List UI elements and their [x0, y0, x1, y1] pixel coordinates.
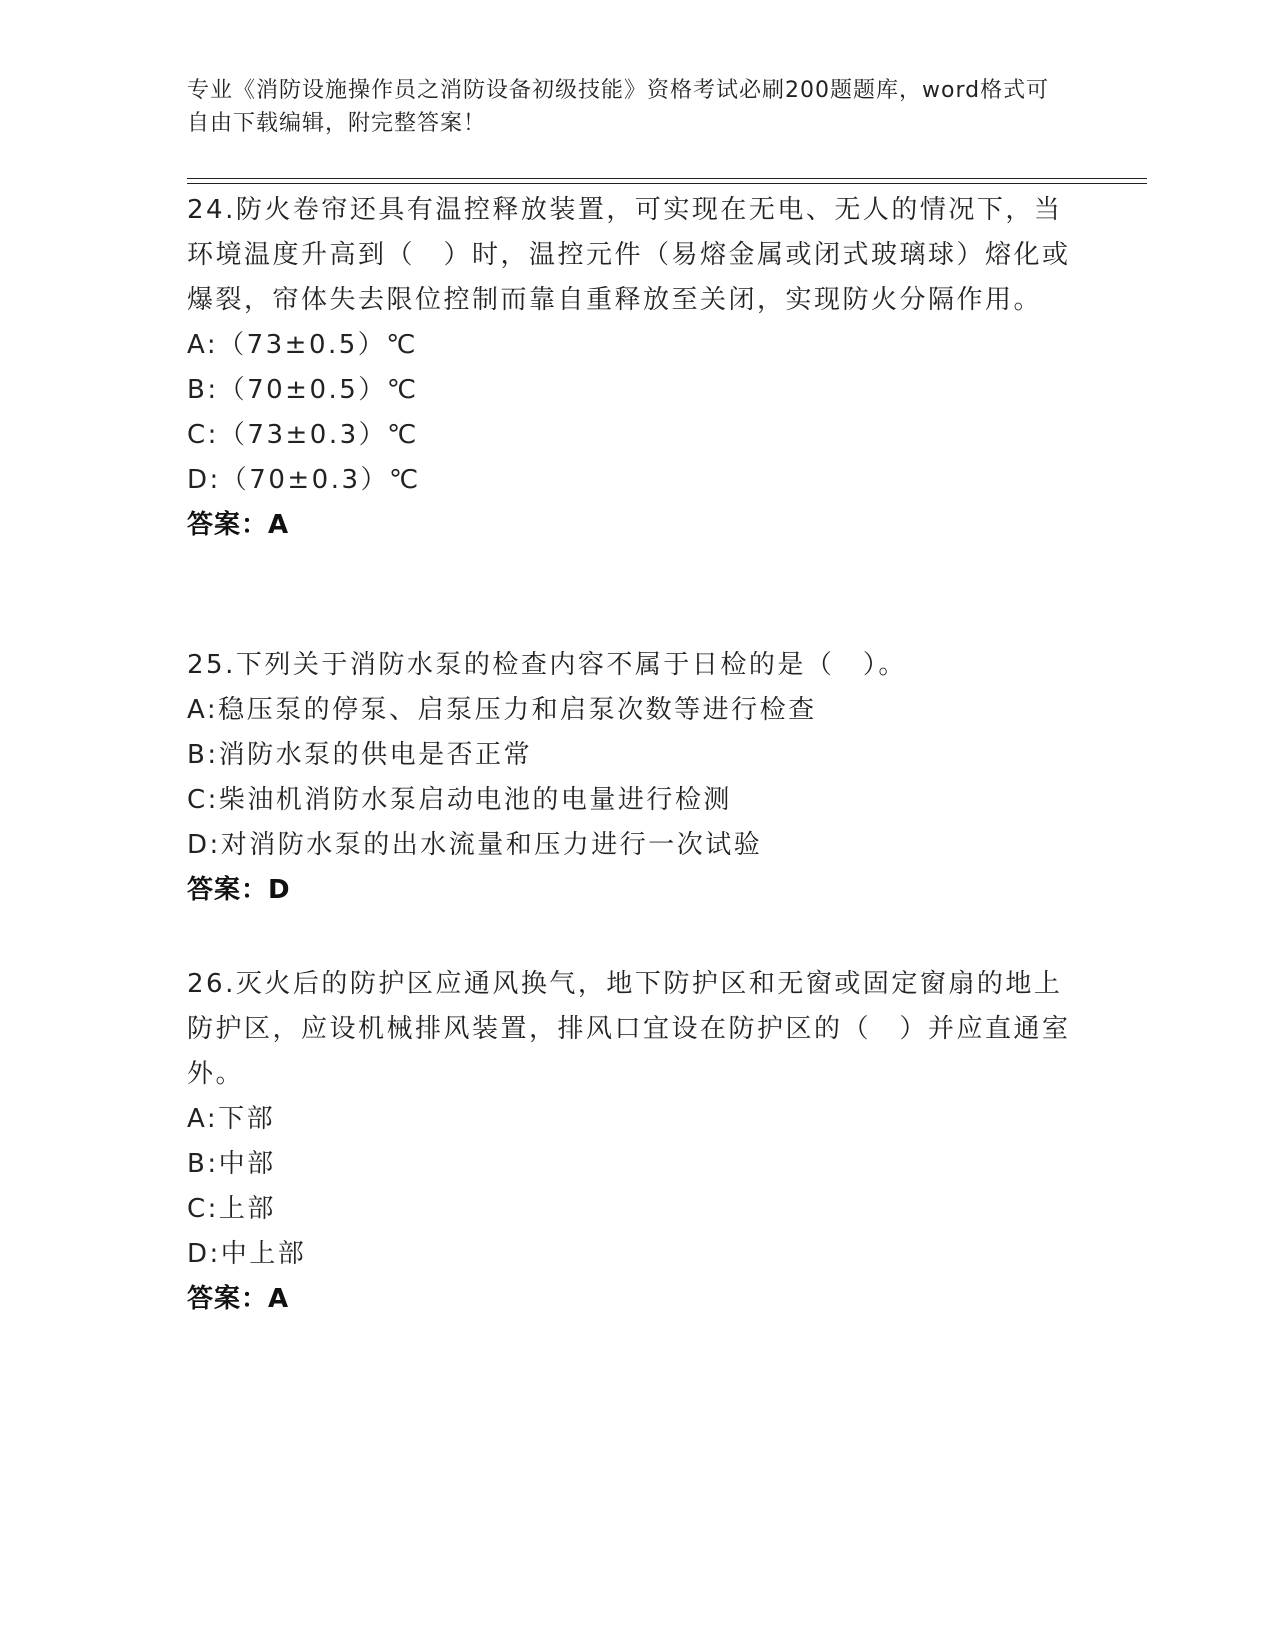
- option-b: B:消防水泵的供电是否正常: [187, 740, 533, 770]
- question-25: [187, 643, 1087, 913]
- answer-line: [187, 868, 1087, 913]
- header-divider-bottom: [187, 183, 1147, 184]
- document-intro: 专业《消防设施操作员之消防设备初级技能》资格考试必刷200题题库，word格式可自由下载编辑，附完整答案！: [187, 78, 1050, 136]
- question-24: [187, 188, 1087, 548]
- option-d: D:中上部: [187, 1239, 307, 1269]
- question-stem: 24.防火卷帘还具有温控释放装置，可实现在无电、无人的情况下，当环境温度升高到（ ）时，温控元件（易熔金属或闭式玻璃球）熔化或爆裂，帘体失去限位控制而靠自重释放至关闭，实现防火分隔作用。: [187, 195, 1071, 315]
- answer-label: 答案：: [187, 510, 269, 540]
- question-stem: 26.灭火后的防护区应通风换气，地下防护区和无窗或固定窗扇的地上防护区，应设机械排风装置，排风口宜设在防护区的（ ）并应直通室外。: [187, 969, 1071, 1089]
- answer-line: [187, 1277, 1087, 1322]
- answer-label: 答案：: [187, 1284, 269, 1314]
- header-divider-top: [187, 178, 1147, 179]
- option-b: B:中部: [187, 1149, 276, 1179]
- answer-label: 答案：: [187, 875, 269, 905]
- option-d: D:对消防水泵的出水流量和压力进行一次试验: [187, 830, 763, 860]
- answer-value: A: [268, 510, 290, 540]
- option-b: B:（70±0.5）℃: [187, 375, 419, 405]
- answer-line: [187, 503, 1087, 548]
- answer-value: A: [268, 1284, 290, 1314]
- option-a: A:下部: [187, 1104, 276, 1134]
- question-stem: 25.下列关于消防水泵的检查内容不属于日检的是（ ）。: [187, 650, 907, 680]
- option-d: D:（70±0.3）℃: [187, 465, 421, 495]
- option-c: C:柴油机消防水泵启动电池的电量进行检测: [187, 785, 732, 815]
- option-a: A:稳压泵的停泵、启泵压力和启泵次数等进行检查: [187, 695, 817, 725]
- option-a: A:（73±0.5）℃: [187, 330, 419, 360]
- answer-value: D: [268, 875, 291, 905]
- document-page: [187, 0, 1147, 1650]
- option-c: C:（73±0.3）℃: [187, 420, 419, 450]
- option-c: C:上部: [187, 1194, 276, 1224]
- question-26: [187, 962, 1087, 1322]
